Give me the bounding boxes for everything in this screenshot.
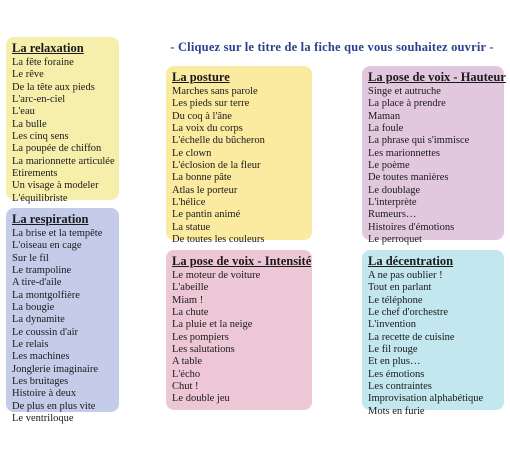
card-item[interactable]: Le moteur de voiture [172, 270, 261, 281]
card-item[interactable]: Mots en furie [368, 405, 425, 417]
card-item[interactable]: Les pompiers [172, 331, 229, 343]
card-item[interactable]: La poupée de chiffon [12, 143, 102, 155]
card-posture [166, 66, 312, 246]
instruction-banner: - Cliquez sur le titre de la fiche que vous souhaitez ouvrir - [170, 40, 494, 54]
card-item[interactable]: La fête foraine [12, 57, 74, 68]
card-item[interactable]: A tire-d'aile [12, 277, 62, 289]
card-item[interactable]: Le double jeu [172, 393, 230, 405]
card-item[interactable]: L'abeille [172, 282, 209, 294]
card-item[interactable]: La place à prendre [368, 98, 446, 110]
card-item[interactable]: De plus en plus vite [12, 400, 96, 412]
card-item[interactable]: Le rêve [12, 69, 44, 81]
card-item[interactable]: Un visage à modeler [12, 180, 99, 192]
card-item[interactable]: Histoire à deux [12, 388, 77, 400]
card-item[interactable]: De toutes les couleurs [172, 234, 265, 246]
card-item[interactable]: Les contraintes [368, 381, 432, 393]
card-item[interactable]: Le pantin animé [172, 209, 241, 221]
card-item[interactable]: La marionnette articulée [12, 155, 115, 167]
card-item[interactable]: Les salutations [172, 344, 235, 356]
card-item[interactable]: La montgolfière [12, 289, 80, 301]
card-item[interactable]: La phrase qui s'immisce [368, 135, 470, 147]
card-item[interactable]: Miam ! [172, 294, 204, 306]
card-item[interactable]: A table [172, 356, 203, 368]
card-item[interactable]: Rumeurs… [368, 209, 417, 221]
card-item[interactable]: La voix du corps [172, 123, 243, 135]
card-title-intensite[interactable]: La pose de voix - Intensité [172, 254, 312, 268]
card-item[interactable]: Le chef d'orchestre [368, 307, 449, 319]
card-title-relaxation[interactable]: La relaxation [12, 41, 84, 55]
card-decentration [362, 250, 504, 417]
card-item[interactable]: Marches sans parole [172, 86, 258, 97]
card-item[interactable]: Le coussin d'air [12, 326, 79, 338]
card-item[interactable]: L'invention [368, 319, 416, 331]
card-item[interactable]: Les pieds sur terre [172, 98, 250, 110]
card-item[interactable]: Le trampoline [12, 265, 72, 277]
card-item[interactable]: Le clown [172, 147, 212, 159]
card-item[interactable]: L'arc-en-ciel [12, 94, 66, 106]
card-item[interactable]: La statue [172, 221, 211, 233]
card-item[interactable]: L'éclosion de la fleur [172, 160, 261, 172]
card-item[interactable]: La bonne pâte [172, 172, 232, 184]
card-item[interactable]: L'oiseau en cage [12, 240, 82, 252]
card-item[interactable]: Maman [368, 110, 401, 122]
card-item[interactable]: La foule [368, 123, 404, 135]
card-title-posture[interactable]: La posture [172, 70, 230, 84]
card-item[interactable]: La brise et la tempête [12, 228, 103, 239]
card-intensite [166, 250, 312, 410]
card-title-decentration[interactable]: La décentration [368, 254, 454, 268]
card-item[interactable]: La pluie et la neige [172, 319, 253, 331]
card-item[interactable]: Le fil rouge [368, 344, 418, 356]
card-item[interactable]: Et en plus… [368, 356, 421, 368]
card-item[interactable]: La bougie [12, 302, 55, 314]
card-item[interactable]: La recette de cuisine [368, 331, 455, 343]
card-items-respiration [12, 228, 113, 426]
card-relaxation [6, 37, 119, 204]
card-item[interactable]: De la tête aux pieds [12, 81, 95, 93]
card-item[interactable]: La dynamite [12, 314, 65, 326]
card-item[interactable]: De toutes manières [368, 172, 449, 184]
card-items-posture [172, 86, 306, 246]
card-item[interactable]: L'équilibriste [12, 192, 68, 204]
card-item[interactable]: A ne pas oublier ! [368, 270, 443, 281]
card-respiration [6, 208, 119, 425]
card-item[interactable]: Singe et autruche [368, 86, 441, 97]
card-item[interactable]: L'échelle du bûcheron [172, 135, 265, 147]
card-item[interactable]: Le doublage [368, 184, 421, 196]
card-item[interactable]: Le relais [12, 339, 49, 351]
card-item[interactable]: Chut ! [172, 381, 199, 393]
card-item[interactable]: Les cinq sens [12, 131, 69, 143]
card-item[interactable]: Etirements [12, 168, 58, 180]
card-item[interactable]: Tout en parlant [368, 282, 432, 294]
card-item[interactable]: Sur le fil [12, 252, 49, 264]
card-item[interactable]: Jonglerie imaginaire [12, 363, 99, 375]
card-items-hauteur [368, 86, 498, 246]
card-items-relaxation [12, 57, 113, 205]
card-item[interactable]: Histoires d'émotions [368, 221, 455, 233]
card-item[interactable]: Le perroquet [368, 234, 422, 246]
card-item[interactable]: Du coq à l'âne [172, 110, 232, 122]
card-items-intensite [172, 270, 306, 406]
card-item[interactable]: L'interprète [368, 197, 417, 209]
card-items-decentration [368, 270, 498, 418]
card-item[interactable]: Le poème [368, 160, 410, 172]
card-item[interactable]: Improvisation alphabétique [368, 393, 484, 405]
card-item[interactable]: Les machines [12, 351, 70, 363]
card-item[interactable]: La bulle [12, 118, 47, 130]
card-item[interactable]: Le téléphone [368, 294, 423, 306]
card-item[interactable]: Les émotions [368, 368, 425, 380]
card-title-hauteur[interactable]: La pose de voix - Hauteur [368, 70, 506, 84]
card-item[interactable]: Atlas le porteur [172, 184, 238, 196]
card-title-respiration[interactable]: La respiration [12, 212, 89, 226]
card-item[interactable]: L'hélice [172, 197, 206, 209]
card-item[interactable]: L'eau [12, 106, 35, 118]
card-item[interactable]: L'écho [172, 368, 201, 380]
card-item[interactable]: Les bruitages [12, 376, 69, 388]
card-item[interactable]: Les marionnettes [368, 147, 441, 159]
card-item[interactable]: La chute [172, 307, 209, 319]
card-hauteur [362, 66, 506, 246]
card-item[interactable]: Le ventriloque [12, 413, 74, 425]
